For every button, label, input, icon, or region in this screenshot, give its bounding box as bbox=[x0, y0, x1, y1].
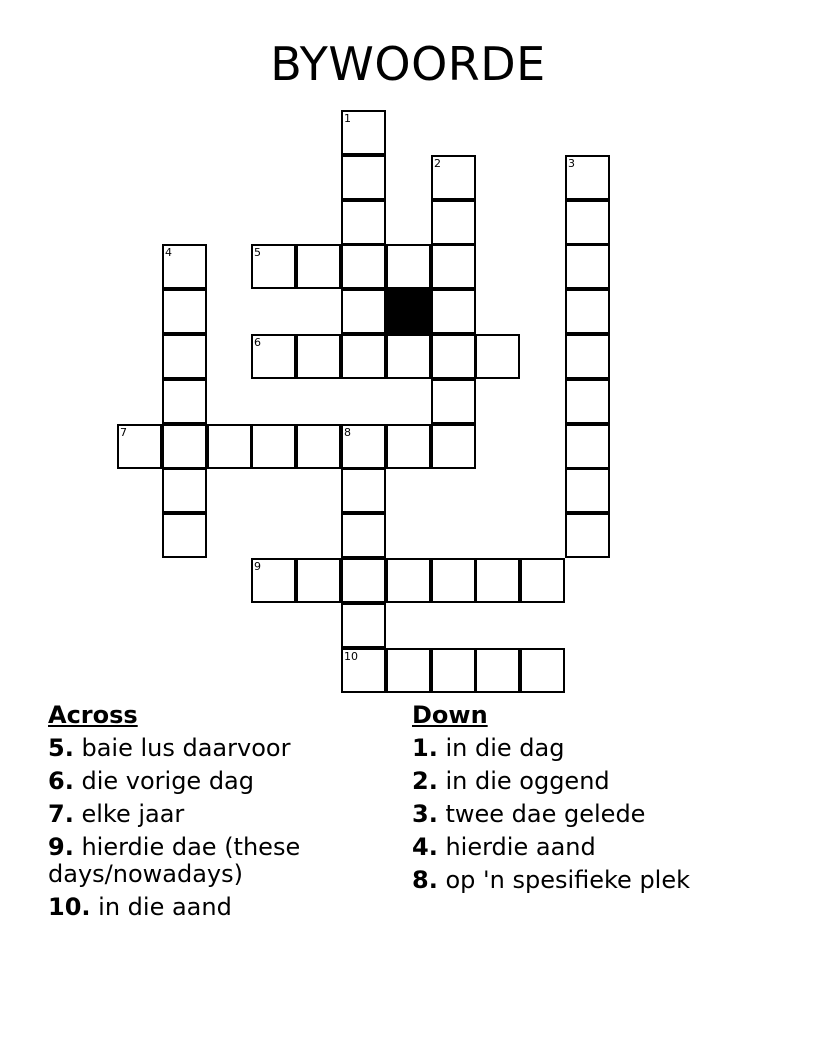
grid-cell[interactable] bbox=[341, 110, 386, 155]
clue-number: 8 bbox=[344, 426, 351, 439]
clue-number: 5 bbox=[254, 246, 261, 259]
grid-cell[interactable] bbox=[341, 513, 386, 558]
across-clue: 7. elke jaar bbox=[48, 800, 185, 828]
grid-cell[interactable] bbox=[162, 468, 207, 513]
across-clue: 9. hierdie dae (these days/nowadays) bbox=[48, 833, 301, 888]
grid-cell[interactable] bbox=[162, 334, 207, 379]
clue-number: 1 bbox=[344, 112, 351, 125]
across-heading: Across bbox=[48, 701, 138, 729]
clue-number: 4 bbox=[165, 246, 172, 259]
grid-cell[interactable] bbox=[520, 558, 565, 603]
grid-cell[interactable] bbox=[162, 513, 207, 558]
grid-cell[interactable] bbox=[341, 289, 386, 334]
grid-cell[interactable] bbox=[251, 334, 296, 379]
grid-cell[interactable] bbox=[431, 379, 476, 424]
grid-cell[interactable] bbox=[251, 558, 296, 603]
down-clues bbox=[412, 702, 792, 900]
down-heading: Down bbox=[412, 701, 488, 729]
grid-cell[interactable] bbox=[251, 424, 296, 469]
across-clue: 5. baie lus daarvoor bbox=[48, 734, 291, 762]
grid-cell[interactable] bbox=[565, 200, 610, 245]
grid-cell[interactable] bbox=[565, 424, 610, 469]
grid-cell[interactable] bbox=[296, 424, 341, 469]
grid-cell[interactable] bbox=[565, 289, 610, 334]
grid-cell[interactable] bbox=[386, 648, 431, 693]
grid-cell[interactable] bbox=[431, 558, 476, 603]
grid-cell[interactable] bbox=[162, 424, 207, 469]
clue-number: 2 bbox=[434, 157, 441, 170]
grid-cell[interactable] bbox=[386, 558, 431, 603]
clue-number: 3 bbox=[568, 157, 575, 170]
grid-cell[interactable] bbox=[431, 155, 476, 200]
across-clue: 10. in die aand bbox=[48, 893, 232, 921]
down-clue: 1. in die dag bbox=[412, 734, 565, 762]
grid-cell[interactable] bbox=[565, 244, 610, 289]
grid-cell[interactable] bbox=[565, 379, 610, 424]
grid-cell[interactable] bbox=[520, 648, 565, 693]
grid-cell[interactable] bbox=[431, 200, 476, 245]
grid-cell[interactable] bbox=[341, 244, 386, 289]
grid-cell[interactable] bbox=[162, 379, 207, 424]
clue-number: 6 bbox=[254, 336, 261, 349]
down-clue: 3. twee dae gelede bbox=[412, 800, 646, 828]
grid-cell[interactable] bbox=[341, 603, 386, 648]
grid-cell[interactable] bbox=[296, 334, 341, 379]
down-clue: 2. in die oggend bbox=[412, 767, 610, 795]
across-clues bbox=[48, 702, 348, 927]
grid-cell[interactable] bbox=[341, 468, 386, 513]
grid-cell[interactable] bbox=[341, 334, 386, 379]
grid-cell[interactable] bbox=[296, 558, 341, 603]
down-clue: 8. op 'n spesifieke plek bbox=[412, 866, 691, 894]
black-square bbox=[386, 289, 431, 334]
grid-cell[interactable] bbox=[386, 334, 431, 379]
grid-cell[interactable] bbox=[341, 155, 386, 200]
grid-cell[interactable] bbox=[386, 424, 431, 469]
grid-cell[interactable] bbox=[296, 244, 341, 289]
clue-number: 9 bbox=[254, 560, 261, 573]
clue-number: 7 bbox=[120, 426, 127, 439]
grid-cell[interactable] bbox=[341, 648, 386, 693]
grid-cell[interactable] bbox=[431, 244, 476, 289]
grid-cell[interactable] bbox=[431, 334, 476, 379]
grid-cell[interactable] bbox=[431, 289, 476, 334]
grid-cell[interactable] bbox=[386, 244, 431, 289]
grid-cell[interactable] bbox=[475, 558, 520, 603]
puzzle-title: BYWOORDE bbox=[270, 37, 546, 91]
grid-cell[interactable] bbox=[431, 424, 476, 469]
grid-cell[interactable] bbox=[117, 424, 162, 469]
grid-cell[interactable] bbox=[162, 244, 207, 289]
grid-cell[interactable] bbox=[565, 468, 610, 513]
grid-cell[interactable] bbox=[431, 648, 476, 693]
clue-number: 10 bbox=[344, 650, 358, 663]
grid-cell[interactable] bbox=[565, 334, 610, 379]
grid-cell[interactable] bbox=[341, 424, 386, 469]
grid-cell[interactable] bbox=[251, 244, 296, 289]
grid-cell[interactable] bbox=[207, 424, 252, 469]
down-clue: 4. hierdie aand bbox=[412, 833, 596, 861]
grid-cell[interactable] bbox=[341, 200, 386, 245]
grid-cell[interactable] bbox=[341, 558, 386, 603]
across-clue: 6. die vorige dag bbox=[48, 767, 254, 795]
grid-cell[interactable] bbox=[475, 334, 520, 379]
grid-cell[interactable] bbox=[475, 648, 520, 693]
grid-cell[interactable] bbox=[565, 155, 610, 200]
grid-cell[interactable] bbox=[565, 513, 610, 558]
grid-cell[interactable] bbox=[162, 289, 207, 334]
